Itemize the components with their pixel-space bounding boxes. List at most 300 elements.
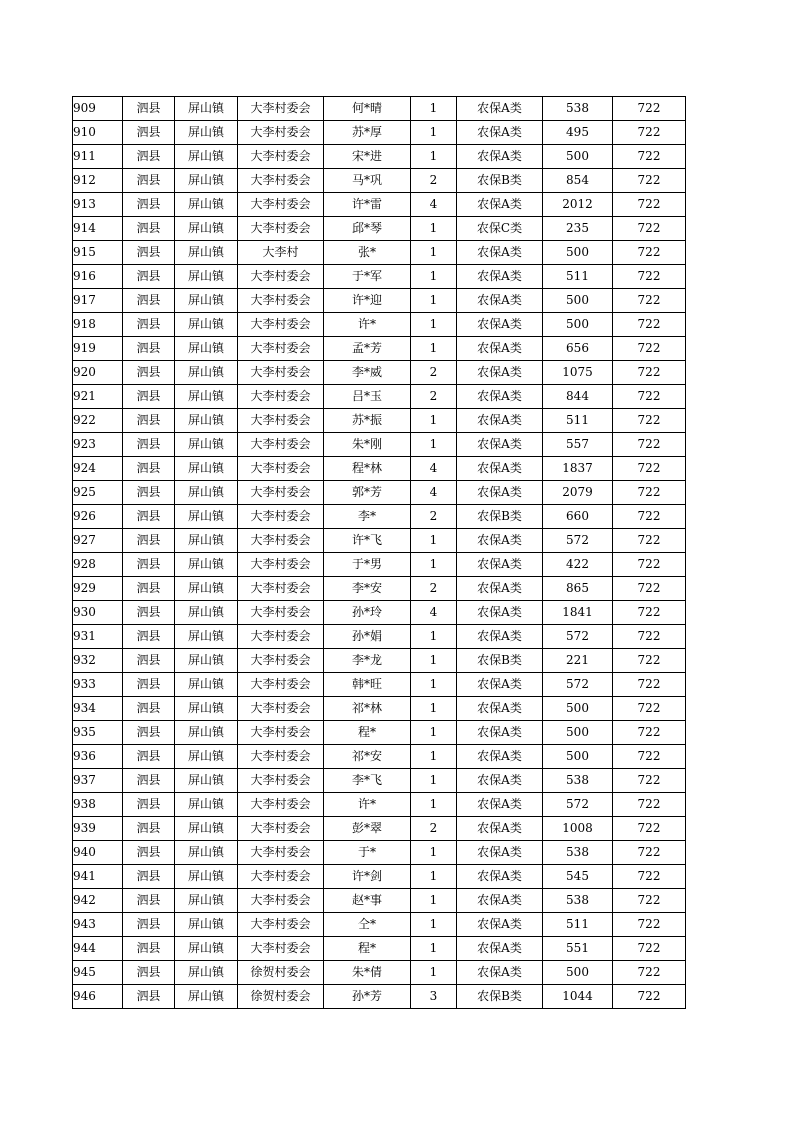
insurance-category-cell: 农保A类 bbox=[457, 961, 543, 985]
household-count-cell: 1 bbox=[411, 769, 457, 793]
person-name-cell: 何*晴 bbox=[324, 97, 411, 121]
table-row bbox=[73, 817, 686, 841]
amount-cell: 572 bbox=[543, 625, 613, 649]
amount-cell: 538 bbox=[543, 769, 613, 793]
insurance-category-cell: 农保B类 bbox=[457, 169, 543, 193]
town-cell: 屏山镇 bbox=[175, 145, 238, 169]
county-cell: 泗县 bbox=[123, 457, 175, 481]
row-number-cell: 943 bbox=[73, 913, 123, 937]
county-cell: 泗县 bbox=[123, 121, 175, 145]
town-cell: 屏山镇 bbox=[175, 265, 238, 289]
row-number-cell: 942 bbox=[73, 889, 123, 913]
town-cell: 屏山镇 bbox=[175, 961, 238, 985]
person-name-cell: 许*雷 bbox=[324, 193, 411, 217]
county-cell: 泗县 bbox=[123, 145, 175, 169]
row-number-cell: 917 bbox=[73, 289, 123, 313]
village-cell: 大李村 bbox=[238, 241, 324, 265]
household-count-cell: 1 bbox=[411, 889, 457, 913]
table-row bbox=[73, 529, 686, 553]
insurance-category-cell: 农保A类 bbox=[457, 481, 543, 505]
row-number-cell: 923 bbox=[73, 433, 123, 457]
village-cell: 徐贺村委会 bbox=[238, 985, 324, 1009]
insurance-category-cell: 农保A类 bbox=[457, 385, 543, 409]
person-name-cell: 程* bbox=[324, 721, 411, 745]
person-name-cell: 吕*玉 bbox=[324, 385, 411, 409]
row-number-cell: 937 bbox=[73, 769, 123, 793]
table-row bbox=[73, 433, 686, 457]
standard-cell: 722 bbox=[613, 265, 686, 289]
town-cell: 屏山镇 bbox=[175, 889, 238, 913]
standard-cell: 722 bbox=[613, 985, 686, 1009]
row-number-cell: 916 bbox=[73, 265, 123, 289]
table-row bbox=[73, 481, 686, 505]
village-cell: 大李村委会 bbox=[238, 601, 324, 625]
village-cell: 大李村委会 bbox=[238, 649, 324, 673]
county-cell: 泗县 bbox=[123, 601, 175, 625]
household-count-cell: 1 bbox=[411, 409, 457, 433]
standard-cell: 722 bbox=[613, 241, 686, 265]
village-cell: 大李村委会 bbox=[238, 817, 324, 841]
insurance-category-cell: 农保A类 bbox=[457, 841, 543, 865]
table-row bbox=[73, 409, 686, 433]
amount-cell: 500 bbox=[543, 961, 613, 985]
person-name-cell: 程* bbox=[324, 937, 411, 961]
town-cell: 屏山镇 bbox=[175, 721, 238, 745]
village-cell: 大李村委会 bbox=[238, 265, 324, 289]
household-count-cell: 1 bbox=[411, 937, 457, 961]
insurance-category-cell: 农保A类 bbox=[457, 313, 543, 337]
table-row bbox=[73, 913, 686, 937]
row-number-cell: 926 bbox=[73, 505, 123, 529]
standard-cell: 722 bbox=[613, 841, 686, 865]
village-cell: 大李村委会 bbox=[238, 481, 324, 505]
table-row bbox=[73, 697, 686, 721]
county-cell: 泗县 bbox=[123, 481, 175, 505]
household-count-cell: 1 bbox=[411, 673, 457, 697]
household-count-cell: 1 bbox=[411, 793, 457, 817]
amount-cell: 1841 bbox=[543, 601, 613, 625]
row-number-cell: 912 bbox=[73, 169, 123, 193]
county-cell: 泗县 bbox=[123, 313, 175, 337]
household-count-cell: 1 bbox=[411, 553, 457, 577]
amount-cell: 500 bbox=[543, 745, 613, 769]
row-number-cell: 933 bbox=[73, 673, 123, 697]
standard-cell: 722 bbox=[613, 769, 686, 793]
person-name-cell: 孙*芳 bbox=[324, 985, 411, 1009]
table-row bbox=[73, 97, 686, 121]
village-cell: 大李村委会 bbox=[238, 193, 324, 217]
person-name-cell: 郭*芳 bbox=[324, 481, 411, 505]
county-cell: 泗县 bbox=[123, 169, 175, 193]
county-cell: 泗县 bbox=[123, 577, 175, 601]
amount-cell: 538 bbox=[543, 889, 613, 913]
amount-cell: 500 bbox=[543, 145, 613, 169]
town-cell: 屏山镇 bbox=[175, 577, 238, 601]
table-row bbox=[73, 889, 686, 913]
standard-cell: 722 bbox=[613, 817, 686, 841]
standard-cell: 722 bbox=[613, 913, 686, 937]
person-name-cell: 彭*翠 bbox=[324, 817, 411, 841]
town-cell: 屏山镇 bbox=[175, 529, 238, 553]
person-name-cell: 许* bbox=[324, 313, 411, 337]
village-cell: 大李村委会 bbox=[238, 97, 324, 121]
row-number-cell: 931 bbox=[73, 625, 123, 649]
village-cell: 大李村委会 bbox=[238, 145, 324, 169]
household-count-cell: 1 bbox=[411, 865, 457, 889]
standard-cell: 722 bbox=[613, 169, 686, 193]
person-name-cell: 于* bbox=[324, 841, 411, 865]
town-cell: 屏山镇 bbox=[175, 337, 238, 361]
village-cell: 大李村委会 bbox=[238, 553, 324, 577]
insurance-category-cell: 农保A类 bbox=[457, 817, 543, 841]
household-count-cell: 1 bbox=[411, 841, 457, 865]
table-row bbox=[73, 961, 686, 985]
insurance-category-cell: 农保A类 bbox=[457, 529, 543, 553]
standard-cell: 722 bbox=[613, 121, 686, 145]
amount-cell: 500 bbox=[543, 697, 613, 721]
county-cell: 泗县 bbox=[123, 889, 175, 913]
village-cell: 大李村委会 bbox=[238, 289, 324, 313]
amount-cell: 511 bbox=[543, 913, 613, 937]
person-name-cell: 张* bbox=[324, 241, 411, 265]
insurance-category-cell: 农保A类 bbox=[457, 793, 543, 817]
county-cell: 泗县 bbox=[123, 769, 175, 793]
row-number-cell: 936 bbox=[73, 745, 123, 769]
person-name-cell: 李*龙 bbox=[324, 649, 411, 673]
county-cell: 泗县 bbox=[123, 217, 175, 241]
village-cell: 大李村委会 bbox=[238, 457, 324, 481]
village-cell: 大李村委会 bbox=[238, 217, 324, 241]
insurance-category-cell: 农保A类 bbox=[457, 721, 543, 745]
standard-cell: 722 bbox=[613, 529, 686, 553]
person-name-cell: 于*男 bbox=[324, 553, 411, 577]
table-row bbox=[73, 289, 686, 313]
table-row bbox=[73, 841, 686, 865]
county-cell: 泗县 bbox=[123, 385, 175, 409]
insurance-category-cell: 农保A类 bbox=[457, 625, 543, 649]
village-cell: 大李村委会 bbox=[238, 121, 324, 145]
person-name-cell: 苏*厚 bbox=[324, 121, 411, 145]
household-count-cell: 2 bbox=[411, 577, 457, 601]
person-name-cell: 苏*振 bbox=[324, 409, 411, 433]
row-number-cell: 915 bbox=[73, 241, 123, 265]
village-cell: 大李村委会 bbox=[238, 505, 324, 529]
town-cell: 屏山镇 bbox=[175, 97, 238, 121]
insurance-category-cell: 农保A类 bbox=[457, 457, 543, 481]
insurance-category-cell: 农保A类 bbox=[457, 121, 543, 145]
standard-cell: 722 bbox=[613, 793, 686, 817]
row-number-cell: 941 bbox=[73, 865, 123, 889]
standard-cell: 722 bbox=[613, 313, 686, 337]
town-cell: 屏山镇 bbox=[175, 481, 238, 505]
village-cell: 大李村委会 bbox=[238, 889, 324, 913]
insurance-category-cell: 农保A类 bbox=[457, 865, 543, 889]
household-count-cell: 2 bbox=[411, 505, 457, 529]
household-count-cell: 2 bbox=[411, 385, 457, 409]
row-number-cell: 929 bbox=[73, 577, 123, 601]
row-number-cell: 928 bbox=[73, 553, 123, 577]
village-cell: 大李村委会 bbox=[238, 673, 324, 697]
row-number-cell: 938 bbox=[73, 793, 123, 817]
village-cell: 大李村委会 bbox=[238, 913, 324, 937]
insurance-category-cell: 农保A类 bbox=[457, 337, 543, 361]
household-count-cell: 1 bbox=[411, 121, 457, 145]
household-count-cell: 1 bbox=[411, 745, 457, 769]
person-name-cell: 仝* bbox=[324, 913, 411, 937]
insurance-category-cell: 农保B类 bbox=[457, 985, 543, 1009]
insurance-category-cell: 农保A类 bbox=[457, 553, 543, 577]
insurance-category-cell: 农保B类 bbox=[457, 505, 543, 529]
village-cell: 大李村委会 bbox=[238, 865, 324, 889]
standard-cell: 722 bbox=[613, 433, 686, 457]
insurance-category-cell: 农保C类 bbox=[457, 217, 543, 241]
household-count-cell: 1 bbox=[411, 337, 457, 361]
row-number-cell: 922 bbox=[73, 409, 123, 433]
county-cell: 泗县 bbox=[123, 433, 175, 457]
town-cell: 屏山镇 bbox=[175, 937, 238, 961]
town-cell: 屏山镇 bbox=[175, 385, 238, 409]
row-number-cell: 930 bbox=[73, 601, 123, 625]
amount-cell: 1075 bbox=[543, 361, 613, 385]
household-count-cell: 1 bbox=[411, 241, 457, 265]
town-cell: 屏山镇 bbox=[175, 121, 238, 145]
insurance-category-cell: 农保A类 bbox=[457, 673, 543, 697]
row-number-cell: 909 bbox=[73, 97, 123, 121]
county-cell: 泗县 bbox=[123, 745, 175, 769]
village-cell: 大李村委会 bbox=[238, 625, 324, 649]
row-number-cell: 910 bbox=[73, 121, 123, 145]
amount-cell: 572 bbox=[543, 793, 613, 817]
person-name-cell: 祁*林 bbox=[324, 697, 411, 721]
household-count-cell: 1 bbox=[411, 649, 457, 673]
town-cell: 屏山镇 bbox=[175, 601, 238, 625]
row-number-cell: 913 bbox=[73, 193, 123, 217]
amount-cell: 500 bbox=[543, 289, 613, 313]
standard-cell: 722 bbox=[613, 457, 686, 481]
insurance-category-cell: 农保A类 bbox=[457, 745, 543, 769]
table-row bbox=[73, 721, 686, 745]
village-cell: 大李村委会 bbox=[238, 697, 324, 721]
town-cell: 屏山镇 bbox=[175, 865, 238, 889]
amount-cell: 572 bbox=[543, 529, 613, 553]
person-name-cell: 孙*玲 bbox=[324, 601, 411, 625]
town-cell: 屏山镇 bbox=[175, 985, 238, 1009]
row-number-cell: 914 bbox=[73, 217, 123, 241]
household-count-cell: 1 bbox=[411, 217, 457, 241]
person-name-cell: 李*飞 bbox=[324, 769, 411, 793]
amount-cell: 557 bbox=[543, 433, 613, 457]
village-cell: 大李村委会 bbox=[238, 577, 324, 601]
town-cell: 屏山镇 bbox=[175, 289, 238, 313]
standard-cell: 722 bbox=[613, 865, 686, 889]
table-row bbox=[73, 217, 686, 241]
town-cell: 屏山镇 bbox=[175, 457, 238, 481]
standard-cell: 722 bbox=[613, 577, 686, 601]
amount-cell: 1008 bbox=[543, 817, 613, 841]
insurance-category-cell: 农保A类 bbox=[457, 241, 543, 265]
table-row bbox=[73, 505, 686, 529]
insurance-category-cell: 农保A类 bbox=[457, 145, 543, 169]
village-cell: 大李村委会 bbox=[238, 529, 324, 553]
table-row bbox=[73, 265, 686, 289]
insurance-category-cell: 农保A类 bbox=[457, 265, 543, 289]
county-cell: 泗县 bbox=[123, 841, 175, 865]
standard-cell: 722 bbox=[613, 961, 686, 985]
insurance-category-cell: 农保A类 bbox=[457, 193, 543, 217]
insurance-category-cell: 农保A类 bbox=[457, 769, 543, 793]
standard-cell: 722 bbox=[613, 697, 686, 721]
amount-cell: 538 bbox=[543, 841, 613, 865]
town-cell: 屏山镇 bbox=[175, 841, 238, 865]
county-cell: 泗县 bbox=[123, 289, 175, 313]
person-name-cell: 许*迎 bbox=[324, 289, 411, 313]
person-name-cell: 李*安 bbox=[324, 577, 411, 601]
row-number-cell: 940 bbox=[73, 841, 123, 865]
row-number-cell: 918 bbox=[73, 313, 123, 337]
standard-cell: 722 bbox=[613, 649, 686, 673]
amount-cell: 511 bbox=[543, 265, 613, 289]
standard-cell: 722 bbox=[613, 673, 686, 697]
town-cell: 屏山镇 bbox=[175, 649, 238, 673]
town-cell: 屏山镇 bbox=[175, 409, 238, 433]
row-number-cell: 945 bbox=[73, 961, 123, 985]
table-row bbox=[73, 985, 686, 1009]
table-row bbox=[73, 385, 686, 409]
county-cell: 泗县 bbox=[123, 193, 175, 217]
household-count-cell: 1 bbox=[411, 913, 457, 937]
amount-cell: 844 bbox=[543, 385, 613, 409]
row-number-cell: 946 bbox=[73, 985, 123, 1009]
county-cell: 泗县 bbox=[123, 937, 175, 961]
county-cell: 泗县 bbox=[123, 505, 175, 529]
county-cell: 泗县 bbox=[123, 337, 175, 361]
table-row bbox=[73, 601, 686, 625]
insurance-category-cell: 农保A类 bbox=[457, 937, 543, 961]
town-cell: 屏山镇 bbox=[175, 193, 238, 217]
household-count-cell: 1 bbox=[411, 625, 457, 649]
table-row bbox=[73, 649, 686, 673]
standard-cell: 722 bbox=[613, 409, 686, 433]
county-cell: 泗县 bbox=[123, 241, 175, 265]
person-name-cell: 韩*旺 bbox=[324, 673, 411, 697]
row-number-cell: 911 bbox=[73, 145, 123, 169]
household-count-cell: 1 bbox=[411, 433, 457, 457]
village-cell: 徐贺村委会 bbox=[238, 961, 324, 985]
person-name-cell: 朱*倩 bbox=[324, 961, 411, 985]
village-cell: 大李村委会 bbox=[238, 433, 324, 457]
insurance-category-cell: 农保A类 bbox=[457, 361, 543, 385]
person-name-cell: 于*军 bbox=[324, 265, 411, 289]
town-cell: 屏山镇 bbox=[175, 769, 238, 793]
amount-cell: 865 bbox=[543, 577, 613, 601]
village-cell: 大李村委会 bbox=[238, 793, 324, 817]
amount-cell: 500 bbox=[543, 721, 613, 745]
household-count-cell: 4 bbox=[411, 481, 457, 505]
amount-cell: 2079 bbox=[543, 481, 613, 505]
town-cell: 屏山镇 bbox=[175, 241, 238, 265]
amount-cell: 656 bbox=[543, 337, 613, 361]
household-count-cell: 3 bbox=[411, 985, 457, 1009]
person-name-cell: 许*剑 bbox=[324, 865, 411, 889]
standard-cell: 722 bbox=[613, 97, 686, 121]
row-number-cell: 944 bbox=[73, 937, 123, 961]
amount-cell: 2012 bbox=[543, 193, 613, 217]
standard-cell: 722 bbox=[613, 745, 686, 769]
table-row bbox=[73, 769, 686, 793]
insurance-category-cell: 农保A类 bbox=[457, 433, 543, 457]
amount-cell: 545 bbox=[543, 865, 613, 889]
table-row bbox=[73, 457, 686, 481]
county-cell: 泗县 bbox=[123, 817, 175, 841]
table-row bbox=[73, 937, 686, 961]
town-cell: 屏山镇 bbox=[175, 217, 238, 241]
row-number-cell: 935 bbox=[73, 721, 123, 745]
table-row bbox=[73, 361, 686, 385]
standard-cell: 722 bbox=[613, 361, 686, 385]
town-cell: 屏山镇 bbox=[175, 625, 238, 649]
household-count-cell: 1 bbox=[411, 313, 457, 337]
amount-cell: 500 bbox=[543, 313, 613, 337]
table-row bbox=[73, 241, 686, 265]
insurance-category-cell: 农保A类 bbox=[457, 601, 543, 625]
town-cell: 屏山镇 bbox=[175, 169, 238, 193]
village-cell: 大李村委会 bbox=[238, 385, 324, 409]
county-cell: 泗县 bbox=[123, 409, 175, 433]
county-cell: 泗县 bbox=[123, 265, 175, 289]
person-name-cell: 赵*事 bbox=[324, 889, 411, 913]
amount-cell: 422 bbox=[543, 553, 613, 577]
county-cell: 泗县 bbox=[123, 97, 175, 121]
insurance-category-cell: 农保A类 bbox=[457, 97, 543, 121]
county-cell: 泗县 bbox=[123, 649, 175, 673]
village-cell: 大李村委会 bbox=[238, 409, 324, 433]
county-cell: 泗县 bbox=[123, 625, 175, 649]
row-number-cell: 934 bbox=[73, 697, 123, 721]
table-row bbox=[73, 745, 686, 769]
amount-cell: 495 bbox=[543, 121, 613, 145]
table-body bbox=[73, 97, 686, 1009]
standard-cell: 722 bbox=[613, 193, 686, 217]
table-row bbox=[73, 865, 686, 889]
insurance-category-cell: 农保A类 bbox=[457, 409, 543, 433]
county-cell: 泗县 bbox=[123, 793, 175, 817]
household-count-cell: 1 bbox=[411, 97, 457, 121]
person-name-cell: 邱*琴 bbox=[324, 217, 411, 241]
insurance-category-cell: 农保A类 bbox=[457, 697, 543, 721]
village-cell: 大李村委会 bbox=[238, 745, 324, 769]
person-name-cell: 许* bbox=[324, 793, 411, 817]
amount-cell: 511 bbox=[543, 409, 613, 433]
person-name-cell: 马*巩 bbox=[324, 169, 411, 193]
table-row bbox=[73, 169, 686, 193]
table-row bbox=[73, 553, 686, 577]
county-cell: 泗县 bbox=[123, 673, 175, 697]
table-row bbox=[73, 337, 686, 361]
standard-cell: 722 bbox=[613, 553, 686, 577]
household-count-cell: 1 bbox=[411, 289, 457, 313]
standard-cell: 722 bbox=[613, 601, 686, 625]
household-count-cell: 1 bbox=[411, 145, 457, 169]
household-count-cell: 1 bbox=[411, 529, 457, 553]
insurance-category-cell: 农保B类 bbox=[457, 649, 543, 673]
amount-cell: 660 bbox=[543, 505, 613, 529]
county-cell: 泗县 bbox=[123, 865, 175, 889]
amount-cell: 572 bbox=[543, 673, 613, 697]
household-count-cell: 2 bbox=[411, 169, 457, 193]
town-cell: 屏山镇 bbox=[175, 817, 238, 841]
standard-cell: 722 bbox=[613, 937, 686, 961]
table-row bbox=[73, 193, 686, 217]
